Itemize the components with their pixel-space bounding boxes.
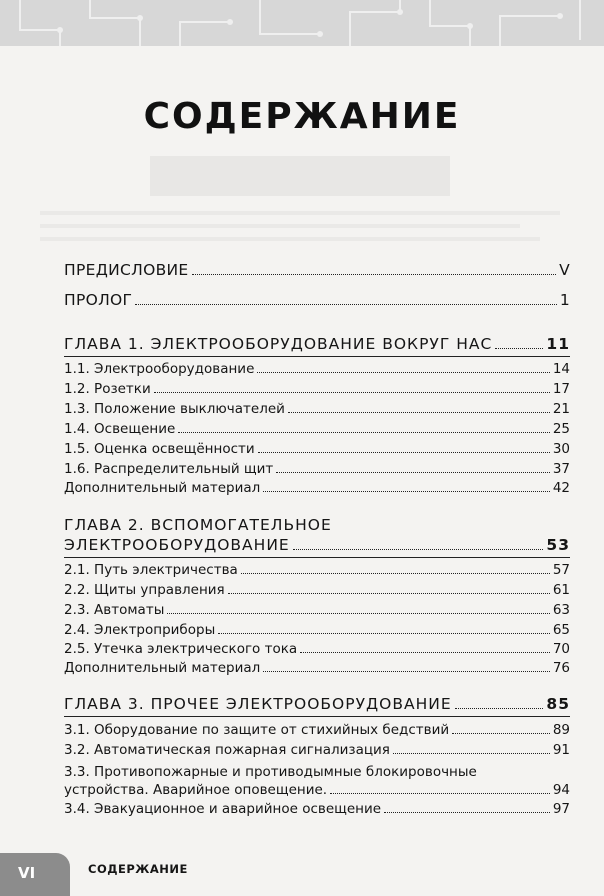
dot-leader (495, 348, 543, 349)
toc-section[interactable]: 2.3. Автоматы 63 (64, 602, 570, 618)
toc-chapter-2[interactable] (64, 536, 570, 554)
toc-section[interactable]: устройства. Аварийное оповещение. 94 (64, 782, 570, 798)
toc-entry-label: ПРОЛОГ (64, 291, 133, 309)
toc-section[interactable]: 2.4. Электроприборы 65 (64, 622, 570, 638)
dot-leader (192, 274, 557, 275)
chapter-title: ЭЛЕКТРООБОРУДОВАНИЕ (64, 536, 290, 554)
toc-section[interactable]: 1.1. Электрооборудование 14 (64, 361, 570, 377)
chapter-divider (64, 557, 570, 558)
toc-entry-page: 1 (559, 291, 570, 309)
toc-section[interactable]: Дополнительный материал 76 (64, 660, 570, 676)
chapter-title: ГЛАВА 3. ПРОЧЕЕ ЭЛЕКТРООБОРУДОВАНИЕ (64, 695, 452, 713)
toc-section[interactable]: 1.3. Положение выключателей 21 (64, 401, 570, 417)
toc-entry-prologue[interactable] (64, 291, 570, 309)
chapter-page: 85 (546, 695, 570, 713)
toc-section[interactable]: 3.1. Оборудование по защите от стихийных бедствий 89 (64, 722, 570, 738)
running-footer: СОДЕРЖАНИЕ (88, 862, 188, 876)
page-number-tab (0, 853, 70, 896)
toc-chapter-1[interactable] (64, 335, 570, 353)
chapter-divider (64, 716, 570, 717)
toc-entry-preface[interactable] (64, 261, 570, 279)
toc-section[interactable]: 3.2. Автоматическая пожарная сигнализация 91 (64, 742, 570, 758)
bleed-through-shadow (0, 46, 604, 256)
chapter-title: ГЛАВА 1. ЭЛЕКТРООБОРУДОВАНИЕ ВОКРУГ НАС (64, 335, 493, 353)
toc-section[interactable]: 1.6. Распределительный щит 37 (64, 461, 570, 477)
toc-section[interactable]: 1.4. Освещение 25 (64, 421, 570, 437)
chapter-page: 11 (546, 335, 570, 353)
toc-section-line-1[interactable]: 3.3. Противопожарные и противодымные блокировочные (64, 764, 477, 780)
toc-section[interactable]: Дополнительный материал 42 (64, 480, 570, 496)
toc-section[interactable]: 2.5. Утечка электрического тока 70 (64, 641, 570, 657)
page-number: VI (18, 864, 36, 882)
toc-section[interactable]: 1.5. Оценка освещённости 30 (64, 441, 570, 457)
toc-entry-label: ПРЕДИСЛОВИЕ (64, 261, 189, 279)
circuit-pattern-graphic (0, 0, 604, 46)
header-pattern-band (0, 0, 604, 46)
toc-section[interactable]: 2.1. Путь электричества 57 (64, 562, 570, 578)
dot-leader (293, 549, 544, 550)
toc-chapter-3[interactable] (64, 695, 570, 713)
toc-section[interactable]: 3.4. Эвакуационное и аварийное освещение 97 (64, 801, 570, 817)
chapter-title-line-1[interactable]: ГЛАВА 2. ВСПОМОГАТЕЛЬНОЕ (64, 516, 332, 534)
toc-entry-page: V (559, 261, 570, 279)
dot-leader (135, 304, 557, 305)
chapter-divider (64, 356, 570, 357)
page-title: СОДЕРЖАНИЕ (143, 96, 461, 137)
dot-leader (455, 708, 544, 709)
chapter-page: 53 (546, 536, 570, 554)
toc-section[interactable]: 1.2. Розетки 17 (64, 381, 570, 397)
toc-section[interactable]: 2.2. Щиты управления 61 (64, 582, 570, 598)
